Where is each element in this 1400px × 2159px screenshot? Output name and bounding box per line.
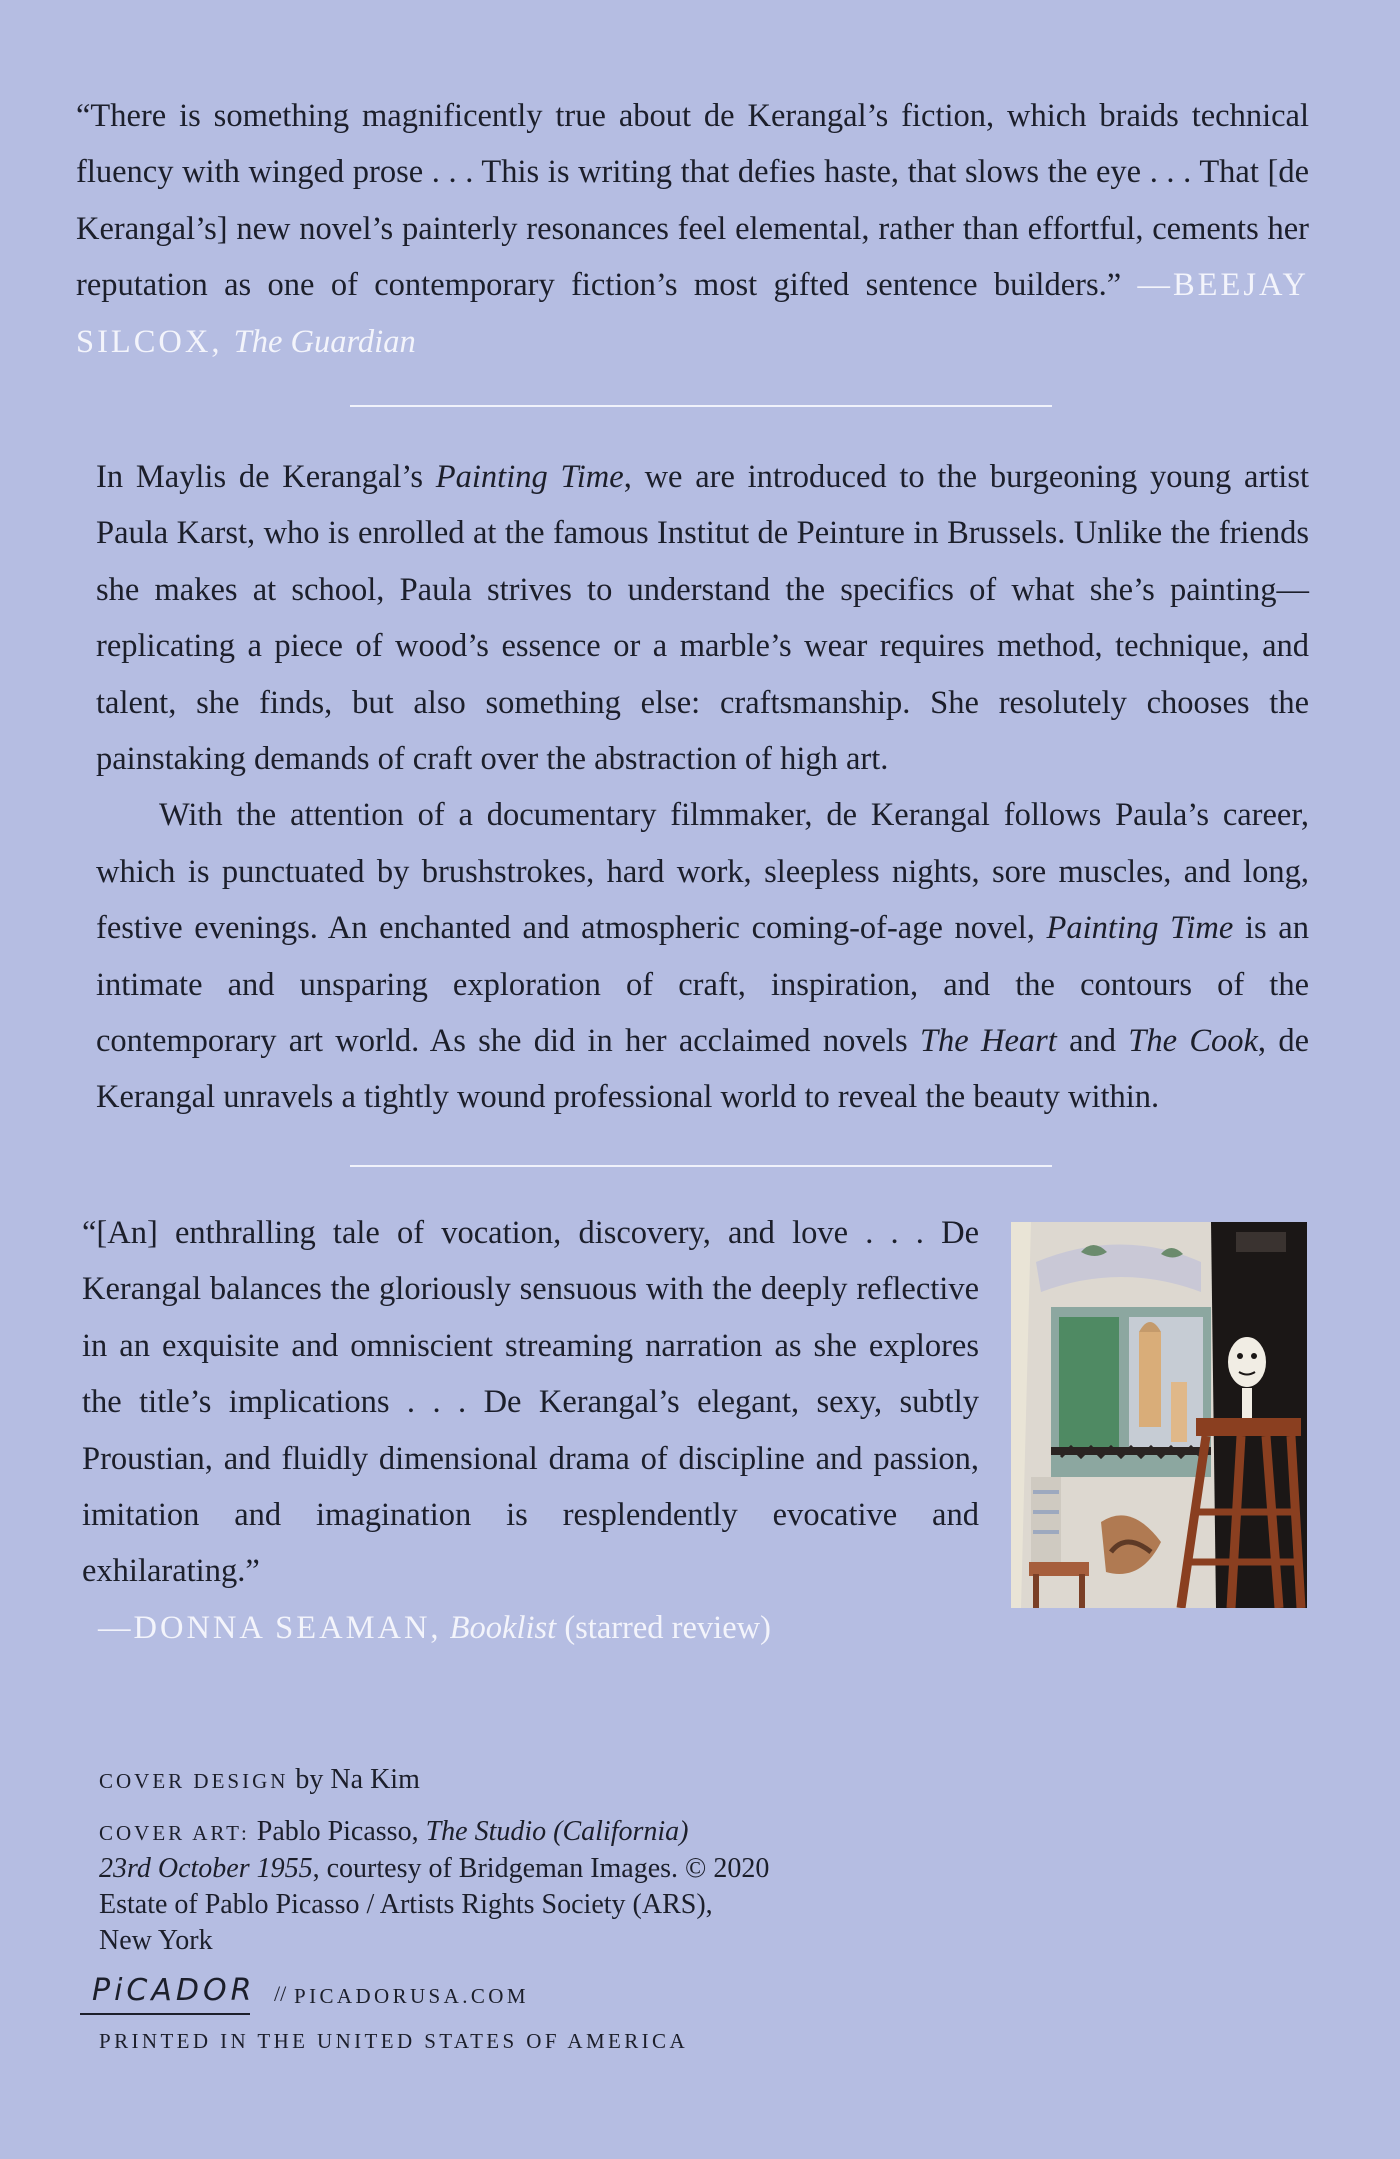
description-paragraph-2: With the attention of a documentary filmmaker, de Kerangal follows Paula’s career, which is punctuated by brushstrokes, hard work, sleepless nights, sore muscles, and long, festive evenings. An enchanted and atmospheric coming-of-age novel, Painting Time is an intimate and unsparing exploration of craft, inspiration, and the contours of the contemporary art world. As she did in her acclaimed novels The Heart and The Cook, de Kerangal unravels a tightly wound professional world to reveal the beauty within. (96, 797, 1309, 1116)
review-quote-text: “There is something magnificently true about de Kerangal’s fiction, which braids technical fluency with winged prose . . . This is writing that defies haste, that slows the eye . . . That [de Kerangal’s] new novel’s painterly resonances feel elemental, rather than effortful, cements her reputation as one of contemporary fiction’s most gifted sentence builders.” —BEEJAY SILCOX, The Guardian (76, 98, 1309, 360)
divider-rule-bottom (350, 1165, 1052, 1167)
logo-underline (80, 2013, 250, 2015)
cover-design-label: COVER DESIGN (99, 1769, 289, 1793)
review-attribution: —BEEJAY SILCOX, The Guardian (76, 267, 1309, 360)
cover-art-label: COVER ART: (99, 1821, 250, 1845)
review-attribution: —DONNA SEAMAN, Booklist (starred review) (98, 1609, 771, 1646)
cover-art-credit: COVER ART: Pablo Picasso, The Studio (California) 23rd October 1955, courtesy of Bridgeman Images. © 2020 Estate of Pablo Picasso / Artists Rights Society (ARS), New York (99, 1816, 770, 1956)
cover-design-credit (99, 1762, 859, 1799)
review-quote-booklist (82, 1205, 979, 1656)
review-quote-guardian (76, 88, 1309, 370)
description-paragraph-1: In Maylis de Kerangal’s Painting Time, we are introduced to the burgeoning young artist Paula Karst, who is enrolled at the famous Institut de Peinture in Brussels. Unlike the friends she makes at school, Paula strives to understand the specifics of what she’s painting—replicating a piece of wood’s essence or a marble’s wear requires method, technique, and talent, she finds, but also something else: craftsmanship. She resolutely chooses the painstaking demands of craft over the abstraction of high art. (96, 459, 1309, 778)
printed-in-usa: PRINTED IN THE UNITED STATES OF AMERICA (99, 2029, 689, 2053)
picador-logo: PiCADOR (92, 1973, 256, 2008)
publisher-website[interactable]: PICADORUSA.COM (294, 1984, 529, 2008)
cover-art-painting (1011, 1222, 1307, 1608)
publisher-footer (80, 1973, 780, 2053)
book-description (96, 449, 1309, 1126)
cover-credits (99, 1762, 859, 1959)
footer-separator: // (274, 1981, 287, 2006)
cover-design-value: by Na Kim (295, 1764, 420, 1795)
review-quote-text: “[An] enthralling tale of vocation, discovery, and love . . . De Kerangal balances the gloriously sensuous with the deeply reflective in an exquisite and omniscient streaming narration as she explores the title’s implications . . . De Kerangal’s elegant, sexy, subtly Proustian, and fluidly dimensional drama of discipline and passion, imitation and imagination is resplendently evocative and exhilarating.” (82, 1215, 979, 1590)
divider-rule-top (350, 405, 1052, 407)
